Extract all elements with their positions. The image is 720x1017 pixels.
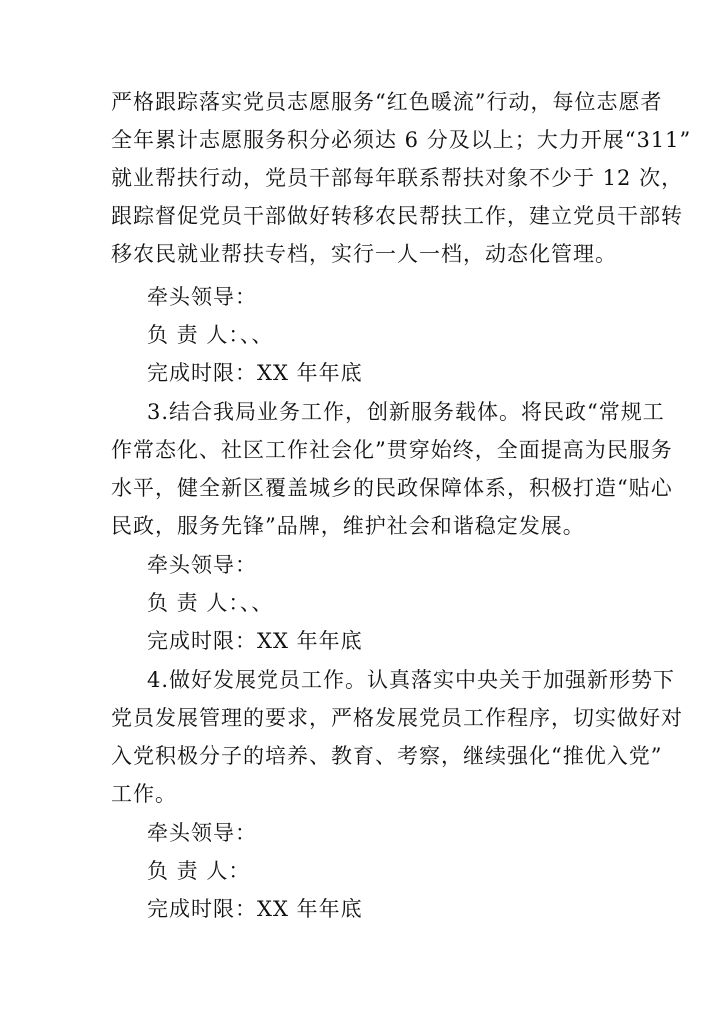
paragraph-line: 民政，服务先锋”品牌，维护社会和谐稳定发展。	[111, 514, 585, 538]
paragraph-line: 移农民就业帮扶专档，实行一人一档，动态化管理。	[111, 242, 617, 266]
responsible-person-label: 负 责 人：、、	[147, 591, 274, 615]
section-heading-4: 4.做好发展党员工作。认真落实中央关于加强新形势下	[147, 668, 676, 692]
paragraph-line: 工作。	[111, 782, 177, 806]
responsible-person-label: 负 责 人：	[147, 859, 251, 883]
paragraph-line: 入党积极分子的培养、教育、考察，继续强化“推优入党”	[111, 744, 663, 768]
lead-leader-label: 牵头领导：	[147, 553, 257, 577]
paragraph-line: 全年累计志愿服务积分必须达 6 分及以上；大力开展“311”	[111, 128, 692, 152]
lead-leader-label: 牵头领导：	[147, 285, 257, 309]
paragraph-line: 水平，健全新区覆盖城乡的民政保障体系，积极打造“贴心	[111, 476, 673, 500]
paragraph-line: 就业帮扶行动，党员干部每年联系帮扶对象不少于 12 次，	[111, 166, 684, 190]
lead-leader-label: 牵头领导：	[147, 821, 257, 845]
paragraph-line: 作常态化、社区工作社会化”贯穿始终，全面提高为民服务	[111, 438, 673, 462]
deadline-label: 完成时限：XX 年年底	[147, 629, 363, 653]
paragraph-line: 严格跟踪落实党员志愿服务“红色暖流”行动，每位志愿者	[111, 90, 663, 114]
paragraph-line: 党员发展管理的要求，严格发展党员工作程序，切实做好对	[111, 706, 683, 730]
responsible-person-label: 负 责 人：、、	[147, 323, 274, 347]
deadline-label: 完成时限：XX 年年底	[147, 361, 363, 385]
paragraph-line: 跟踪督促党员干部做好转移农民帮扶工作，建立党员干部转	[111, 204, 683, 228]
deadline-label: 完成时限：XX 年年底	[147, 897, 363, 921]
section-heading-3: 3.结合我局业务工作，创新服务载体。将民政“常规工	[147, 400, 665, 424]
